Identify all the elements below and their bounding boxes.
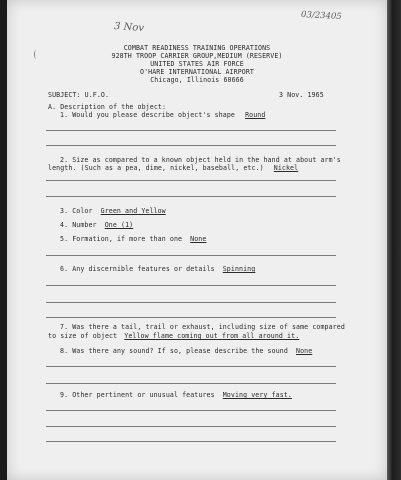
- section-a-heading: A. Description of the object:: [48, 103, 167, 111]
- answer-8: None: [296, 347, 313, 355]
- question-4-text: 4. Number: [60, 221, 97, 229]
- answer-3: Green and Yellow: [100, 207, 166, 215]
- question-5-text: 5. Formation, if more than one: [60, 235, 183, 243]
- scan-edge: [387, 0, 401, 480]
- answer-line: [46, 285, 336, 286]
- answer-5: None: [190, 235, 207, 243]
- question-7-line-2: [48, 332, 299, 340]
- answer-line: [46, 317, 336, 318]
- answer-9: Moving very fast.: [222, 391, 292, 399]
- answer-line: [46, 383, 336, 384]
- question-9: [60, 391, 292, 399]
- answer-2: Nickel: [273, 164, 299, 172]
- question-6-text: 6. Any discernible features or details: [60, 265, 215, 273]
- question-5: [60, 235, 206, 243]
- answer-line: [46, 145, 336, 146]
- question-2-line-1: 2. Size as compared to a known object held in the hand at about arm's: [60, 156, 341, 164]
- question-9-text: 9. Other pertinent or unusual features: [60, 391, 215, 399]
- handwritten-date-note: 3 Nov: [113, 20, 145, 35]
- question-3-text: 3. Color: [60, 207, 93, 215]
- answer-line: [46, 441, 336, 442]
- handwritten-ref-number: 03/23405: [300, 9, 342, 23]
- answer-line: [46, 302, 336, 303]
- answer-line: [46, 196, 336, 197]
- answer-line: [46, 426, 336, 427]
- letterhead-line-3: UNITED STATES AIR FORCE: [150, 60, 244, 68]
- answer-1: Round: [245, 111, 266, 119]
- question-6: [60, 265, 255, 273]
- question-7-text: to size of object: [48, 332, 118, 340]
- answer-line: [46, 366, 336, 367]
- answer-7: Yellow flame coming out from all around it.: [124, 332, 300, 340]
- answer-line: [46, 410, 336, 411]
- letterhead-line-2: 928TH TROOP CARRIER GROUP,MEDIUM (RESERVE): [111, 52, 283, 60]
- question-1-text: 1. Would you please describe object's shape: [60, 111, 235, 119]
- answer-line: [46, 180, 336, 181]
- answer-line: [46, 255, 336, 256]
- question-3: [60, 207, 166, 215]
- letterhead-line-5: Chicago, Illinois 60666: [150, 76, 244, 84]
- question-8: [60, 347, 312, 355]
- letterhead-line-4: O'HARE INTERNATIONAL AIRPORT: [140, 68, 254, 76]
- answer-4: One (1): [104, 221, 134, 229]
- question-2-line-2: [48, 164, 298, 172]
- letterhead-line-1: COMBAT READINESS TRAINING OPERATIONS: [123, 44, 271, 52]
- document-date: 3 Nov. 1965: [279, 91, 324, 99]
- question-8-text: 8. Was there any sound? If so, please describe the sound: [60, 347, 288, 355]
- subject-line: SUBJECT: U.F.O.: [48, 91, 110, 99]
- question-1: [60, 111, 265, 119]
- question-7-line-1: 7. Was there a tail, trail or exhaust, including size of same compared: [60, 323, 345, 331]
- answer-line: [46, 130, 336, 131]
- question-2-text: length. (Such as a pea, dime, nickel, baseball, etc.): [48, 164, 264, 172]
- answer-6: Spinning: [222, 265, 256, 273]
- question-4: [60, 221, 133, 229]
